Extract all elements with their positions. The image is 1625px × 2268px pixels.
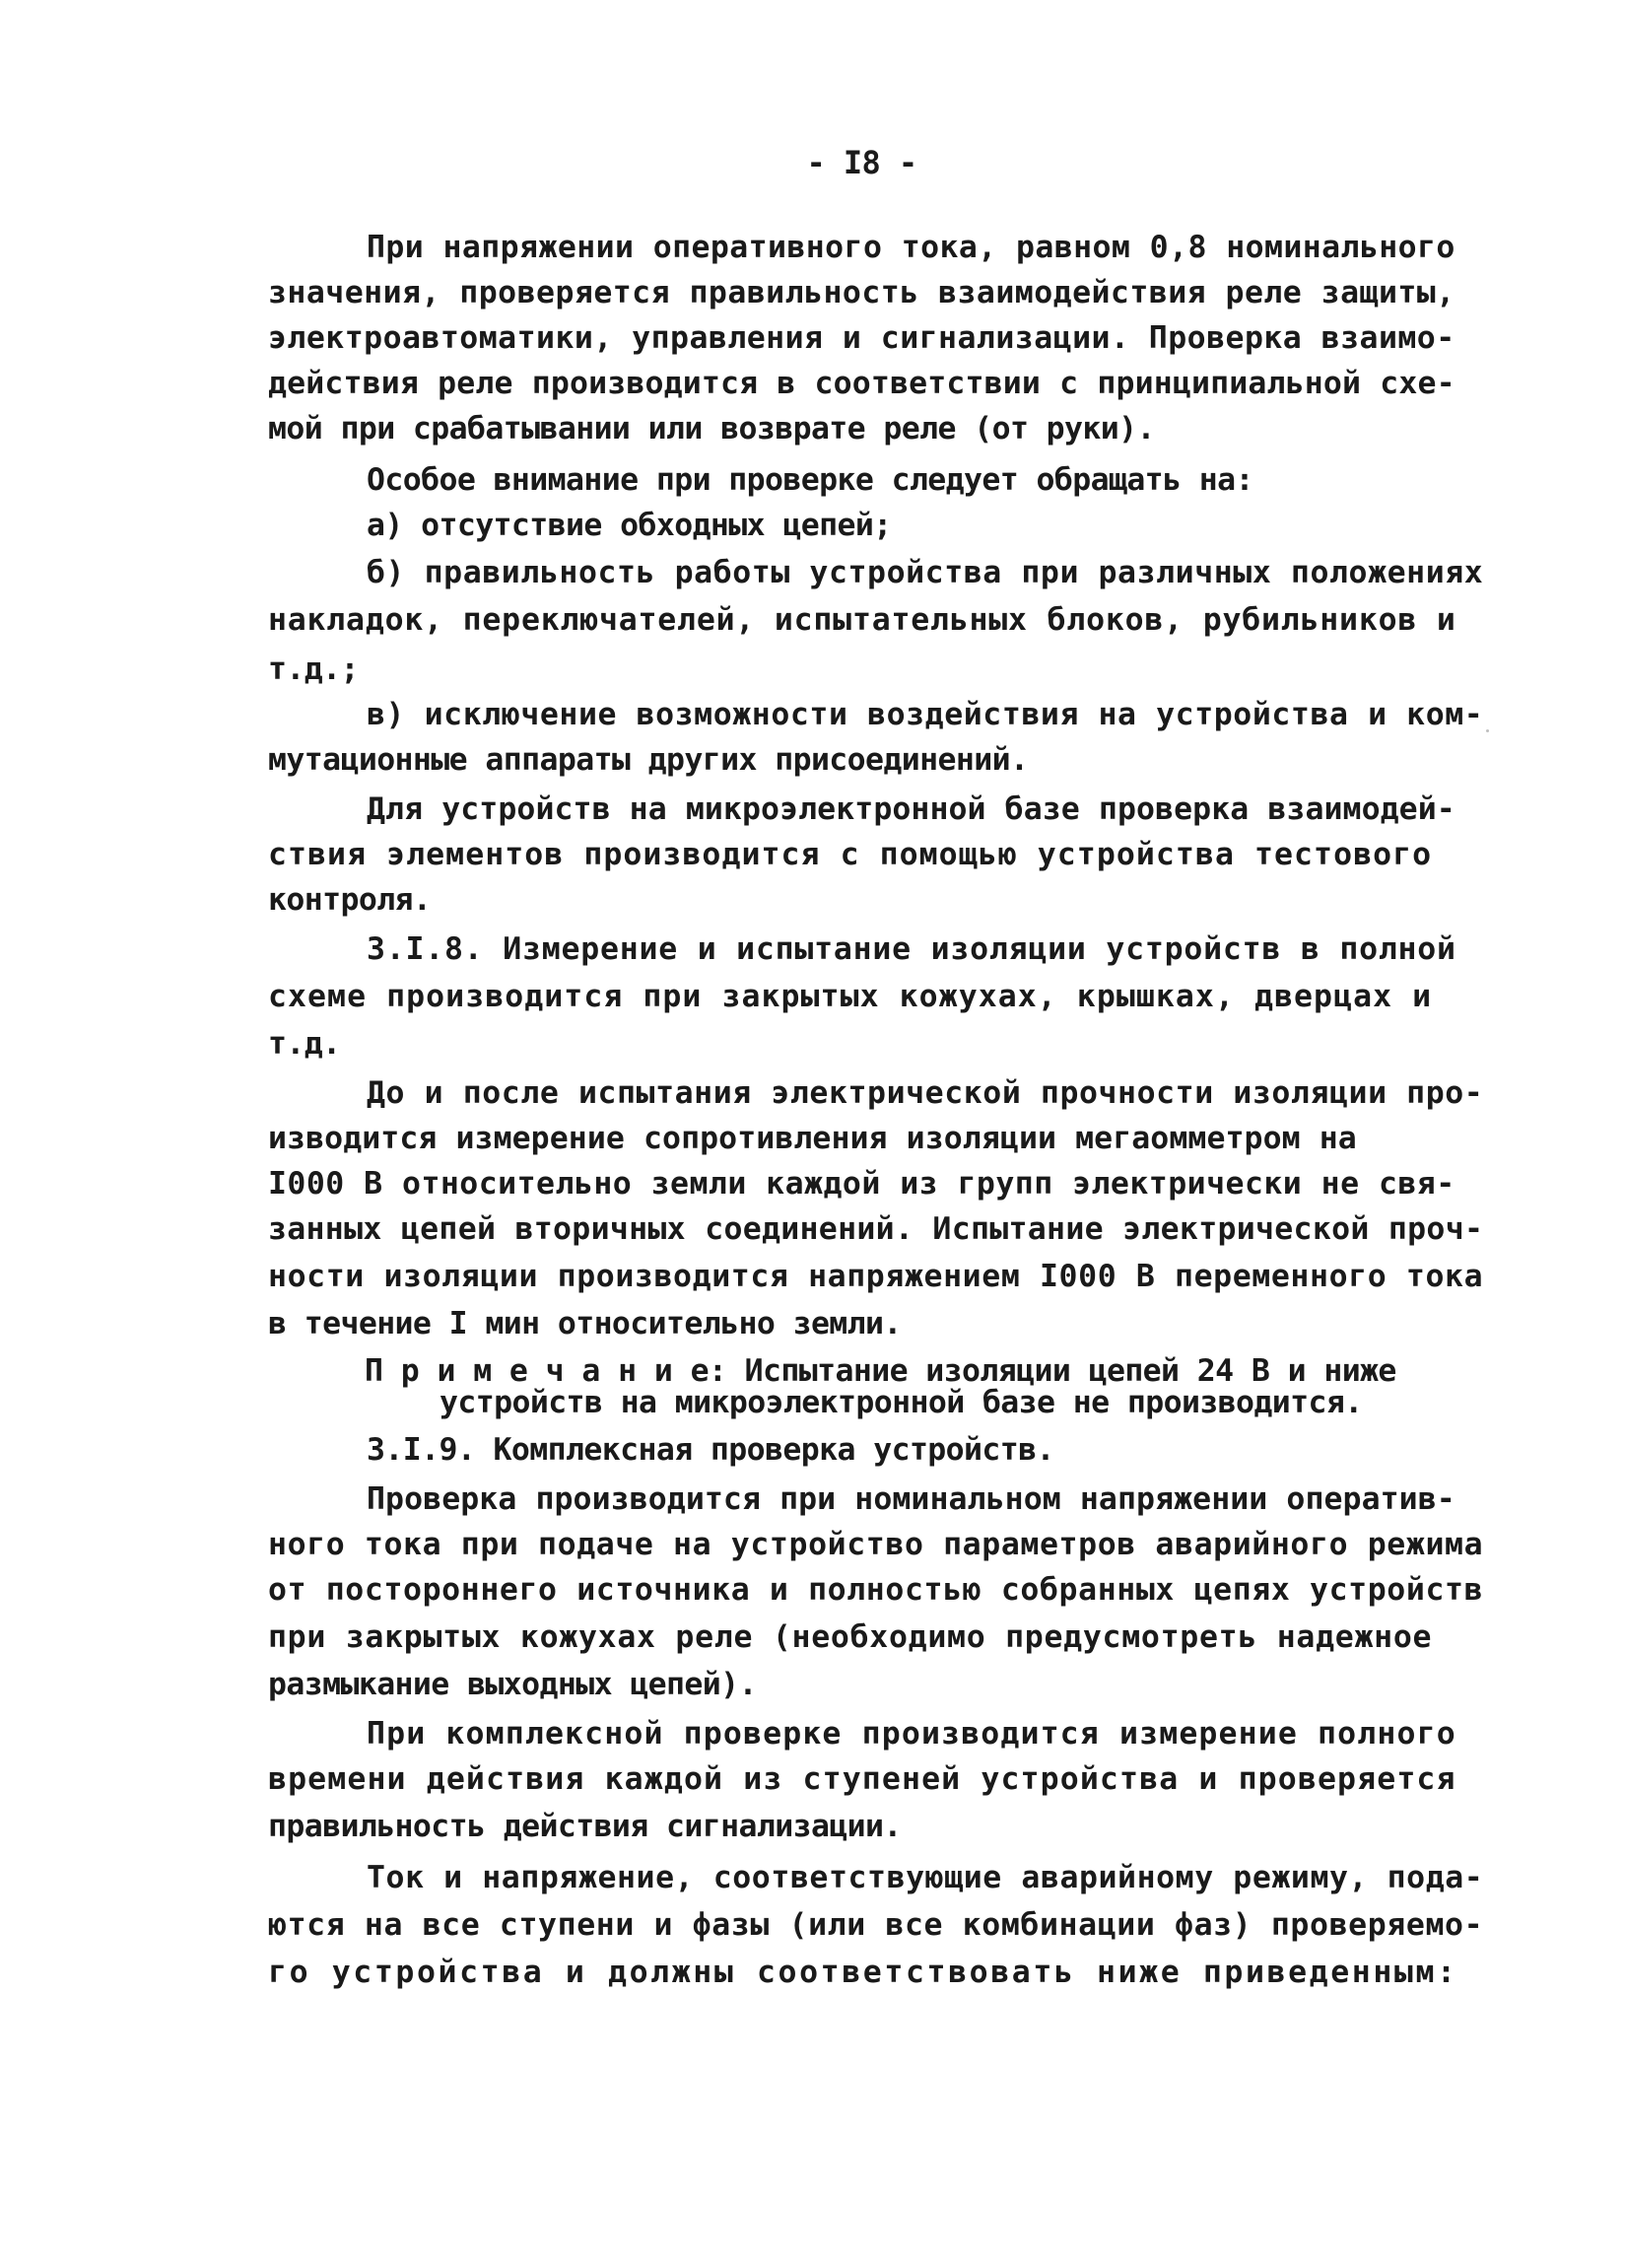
text-line: б) правильность работы устройства при различных положениях [367,555,1484,590]
text-line: го устройства и должны соответствовать ниже приведенным: [268,1955,1458,1990]
text-line: 3.I.8. Измерение и испытание изоляции устройств в полной [367,931,1456,967]
text-line: схеме производится при закрытых кожухах, крышках, дверцах и [268,979,1433,1014]
text-line: ности изоляции производится напряжением I000 В переменного тока [268,1259,1484,1294]
text-line: а) отсутствие обходных цепей; [367,508,892,543]
text-line: электроавтоматики, управления и сигнализации. Проверка взаимо- [268,320,1456,356]
note-line: П р и м е ч а н и е: Испытание изоляции цепей 24 В и ниже [365,1353,1396,1389]
text-line: мой при срабатывании или возврате реле (от руки). [268,411,1155,447]
text-line: мутационные аппараты других присоединений. [268,742,1029,778]
text-line: При комплексной проверке производится измерение полного [367,1716,1456,1752]
scan-speck [1486,729,1489,732]
text-line: в) исключение возможности воздействия на устройства и ком- [367,697,1484,732]
text-line: Ток и напряжение, соответствующие аварийному режиму, пода- [367,1860,1484,1895]
text-line: при закрытых кожухах реле (необходимо предусмотреть надежное [268,1619,1433,1655]
text-line: т.д.; [268,652,359,687]
text-line: При напряжении оперативного тока, равном 0,8 номинального [367,230,1456,265]
text-line: Для устройств на микроэлектронной базе проверка взаимодей- [367,791,1456,827]
text-line: ствия элементов производится с помощью устройства тестового [268,837,1433,872]
text-line: ного тока при подаче на устройство параметров аварийного режима [268,1527,1484,1562]
text-line: накладок, переключателей, испытательных блоков, рубильников и [268,602,1456,638]
text-line: в течение I мин относительно земли. [268,1306,902,1341]
note-line: устройств на микроэлектронной базе не производится. [440,1385,1363,1420]
text-line: контроля. [268,882,432,918]
text-line: I000 В относительно земли каждой из групп электрически не свя- [268,1166,1456,1202]
text-line: т.д. [268,1026,341,1062]
text-line: ются на все ступени и фазы (или все комбинации фаз) проверяемо- [268,1907,1484,1943]
section-heading: 3.I.9. Комплексная проверка устройств. [367,1432,1054,1468]
text-line: Особое внимание при проверке следует обращать на: [367,462,1253,498]
text-line: правильность действия сигнализации. [268,1809,902,1844]
text-line: размыкание выходных цепей). [268,1667,757,1702]
text-line: времени действия каждой из ступеней устройства и проверяется [268,1761,1456,1797]
text-line: значения, проверяется правильность взаимодействия реле защиты, [268,275,1456,310]
text-line: До и после испытания электрической прочности изоляции про- [367,1075,1484,1111]
text-line: от постороннего источника и полностью собранных цепях устройств [268,1572,1484,1608]
text-line: действия реле производится в соответствии с принципиальной схе- [268,366,1456,401]
text-line: Проверка производится при номинальном напряжении оператив- [367,1481,1456,1517]
page-number: - I8 - [806,144,917,181]
text-line: изводится измерение сопротивления изоляции мегаомметром на [268,1121,1357,1156]
text-line: занных цепей вторичных соединений. Испытание электрической проч- [268,1211,1484,1247]
